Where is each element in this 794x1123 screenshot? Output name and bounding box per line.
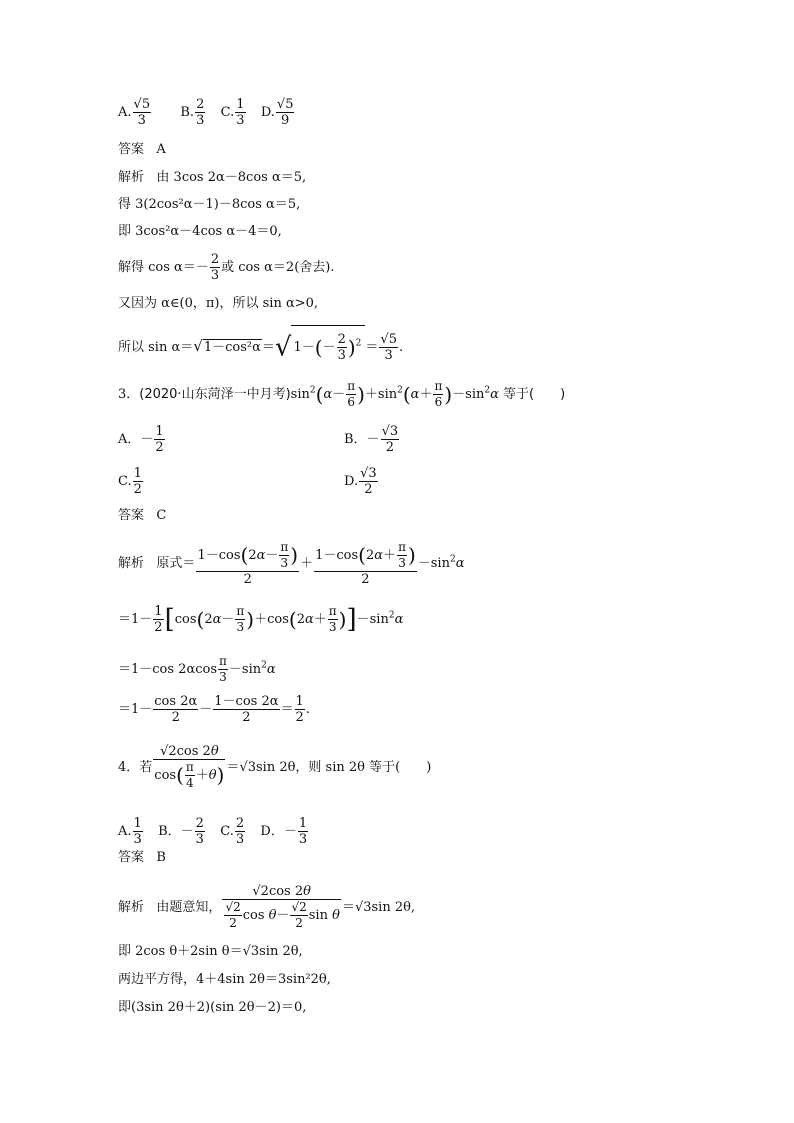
prev-solution-line-4	[118, 252, 334, 283]
fraction-numerator: 1	[133, 816, 142, 831]
option-c-label: C.	[220, 105, 235, 120]
solution-text: 或 cos α＝2(舍去).	[221, 260, 335, 275]
solution-text: 解得 cos α＝－	[118, 260, 209, 275]
prev-solution-line-1	[118, 170, 306, 186]
option-label: B．－	[158, 824, 194, 839]
prev-solution-line-2	[118, 197, 300, 213]
question-3: 3．(2020·山东菏泽一中月考)$\sin^2(\alpha-$ $\frac{\pi}{6}$ )$+\sin^2(\alpha+$ $\frac{\pi}{6}$ )$-\sin^2\alpha$ 等于( )	[118, 379, 566, 409]
fraction-denominator: 3	[298, 832, 308, 847]
fraction-numerator: √3	[381, 424, 399, 439]
fraction-denominator: 3	[133, 832, 142, 847]
option-d-numerator: √5	[276, 97, 294, 112]
option-label: A．－	[118, 432, 154, 447]
answer-value: C	[156, 508, 167, 523]
solution-text: ＝	[261, 340, 275, 355]
fraction-numerator: cos 2α	[154, 694, 198, 709]
solution-text: ＝1－cos 2αcos	[118, 662, 218, 677]
question-suffix: 等于( )	[503, 387, 566, 402]
q3-answer	[118, 508, 166, 524]
fraction-numerator: 1－cos 2α	[214, 694, 279, 709]
fraction-denominator: 2	[364, 482, 373, 497]
answer-label: 答案	[118, 142, 145, 157]
fraction-denominator: 2	[385, 440, 394, 455]
solution-label: 解析	[118, 900, 145, 915]
radicand: 1－	[293, 340, 315, 355]
fraction-denominator: 3	[235, 832, 245, 847]
question-prefix: 若	[139, 760, 153, 775]
q4-answer	[118, 850, 166, 866]
option-a-denominator: 3	[137, 113, 146, 128]
solution-text: 原式＝	[156, 556, 196, 571]
question-number: 3．	[118, 387, 140, 402]
solution-text: 两边平方得，4＋4sin 2θ＝3sin²2θ,	[118, 972, 331, 987]
radicand: 1－cos²α	[203, 340, 261, 355]
fraction-numerator: 1	[295, 694, 304, 709]
option-d-denominator: 9	[281, 113, 290, 128]
q3-option-b	[344, 424, 400, 455]
q3-solution-line-1: 解析 原式＝ 1－cos(2α－ $\frac{\pi}{3}$ ) 2 ＋ 1－cos(2α＋ $\frac{\pi}{3}$ ) 2 $-\sin^2\alpha$	[118, 540, 465, 587]
q4-solution-line-3	[118, 972, 331, 988]
fraction-numerator: 2	[195, 816, 204, 831]
fraction-numerator: 1	[298, 816, 308, 831]
question-number: 4．	[118, 760, 140, 775]
answer-label: 答案	[118, 508, 145, 523]
option-label: D.	[344, 474, 359, 489]
fraction-denominator: 3	[210, 268, 220, 283]
answer-label: 答案	[118, 850, 145, 865]
solution-text: 所以 sin α＝	[118, 340, 194, 355]
option-d-label: D.	[260, 105, 275, 120]
option-a-numerator: √5	[133, 97, 151, 112]
solution-label: 解析	[118, 556, 145, 571]
option-label: A.	[118, 824, 132, 839]
option-c-denominator: 3	[236, 113, 245, 128]
q3-solution-line-2: ＝1－ $\frac{1}{2}$ [cos(2α－ $\frac{\pi}{3}$ )＋cos(2α＋ $\frac{\pi}{3}$ )]$-\sin^2\alpha$	[118, 604, 404, 635]
option-b-label: B.	[180, 105, 195, 120]
solution-text: 即(3sin 2θ＋2)(sin 2θ－2)＝0,	[118, 1000, 307, 1015]
solution-label: 解析	[118, 170, 145, 185]
solution-text: 又因为 α∈(0，π)，所以 sin α>0,	[118, 296, 319, 311]
answer-value: B	[156, 850, 166, 865]
q3-option-a	[118, 424, 166, 455]
fraction-denominator: 2	[295, 710, 304, 725]
question-4: 4．若 √2cos 2θ cos( $\frac{\pi}{4}$ ＋θ) ＝√3sin 2θ，则 sin 2θ 等于( )	[118, 744, 432, 790]
fraction-numerator: √5	[380, 332, 397, 347]
option-label: C.	[220, 824, 234, 839]
q4-options	[118, 816, 309, 847]
prev-options	[118, 97, 295, 128]
question-text: ＝√3sin 2θ，则 sin 2θ 等于( )	[226, 760, 432, 775]
option-b-numerator: 2	[196, 97, 205, 112]
fraction-denominator: 2	[133, 482, 142, 497]
q3-option-c	[118, 466, 144, 497]
option-label: B．－	[344, 432, 380, 447]
prev-solution-line-3	[118, 224, 282, 240]
q4-solution-line-4	[118, 1000, 306, 1016]
fraction-denominator: 2	[155, 440, 164, 455]
q4-solution-line-1: 解析 由题意知， √2cos 2θ $\frac{√2}{2}$ cos θ－ $\frac{√2}{2}$ sin θ ＝√3sin 2θ,	[118, 884, 416, 930]
fraction-numerator: 1	[155, 424, 164, 439]
solution-text: ＝√3sin 2θ,	[341, 900, 416, 915]
prev-solution-line-6: 所以 sin α＝√1－cos²α＝√ 1－(－ $\frac{2}{3}$ )$^2$ ＝ $\frac{√5}{3}$ .	[118, 325, 403, 367]
solution-text: 由题意知，	[156, 900, 222, 915]
fraction-numerator: 1	[133, 466, 142, 481]
fraction-numerator: 2	[235, 816, 245, 831]
option-a-label: A.	[118, 105, 132, 120]
fraction-numerator: √3	[360, 466, 377, 481]
q3-solution-line-3: ＝1－cos 2αcos $\frac{\pi}{3}$ $-\sin^2\alpha$	[118, 654, 276, 684]
solution-text: ＝1－	[118, 702, 153, 717]
option-label: C.	[118, 474, 132, 489]
solution-text: 得 3(2cos²α－1)－8cos α＝5,	[118, 197, 301, 212]
fraction-numerator: 2	[210, 252, 220, 267]
q4-solution-line-2	[118, 944, 303, 960]
q3-option-d	[344, 466, 379, 497]
question-source: (2020·山东菏泽一中月考)	[139, 387, 291, 402]
option-b-denominator: 3	[196, 113, 205, 128]
answer-value: A	[156, 142, 166, 157]
q3-solution-line-4: ＝1－ $\frac{\cos 2\alpha}{2}$ － $\frac{1-\cos 2\alpha}{2}$ ＝ $\frac{1}{2}$ .	[118, 694, 310, 725]
solution-text: 即 3cos²α－4cos α－4＝0,	[118, 224, 282, 239]
option-label: D．－	[260, 824, 297, 839]
prev-answer	[118, 142, 166, 158]
fraction-denominator: 3	[384, 348, 393, 363]
fraction-denominator: 3	[195, 832, 204, 847]
solution-text: 即 2cos θ＋2sin θ＝√3sin 2θ,	[118, 944, 303, 959]
solution-text: 由 3cos 2α－8cos α＝5,	[156, 170, 307, 185]
prev-solution-line-5	[118, 296, 318, 312]
option-c-numerator: 1	[236, 97, 245, 112]
